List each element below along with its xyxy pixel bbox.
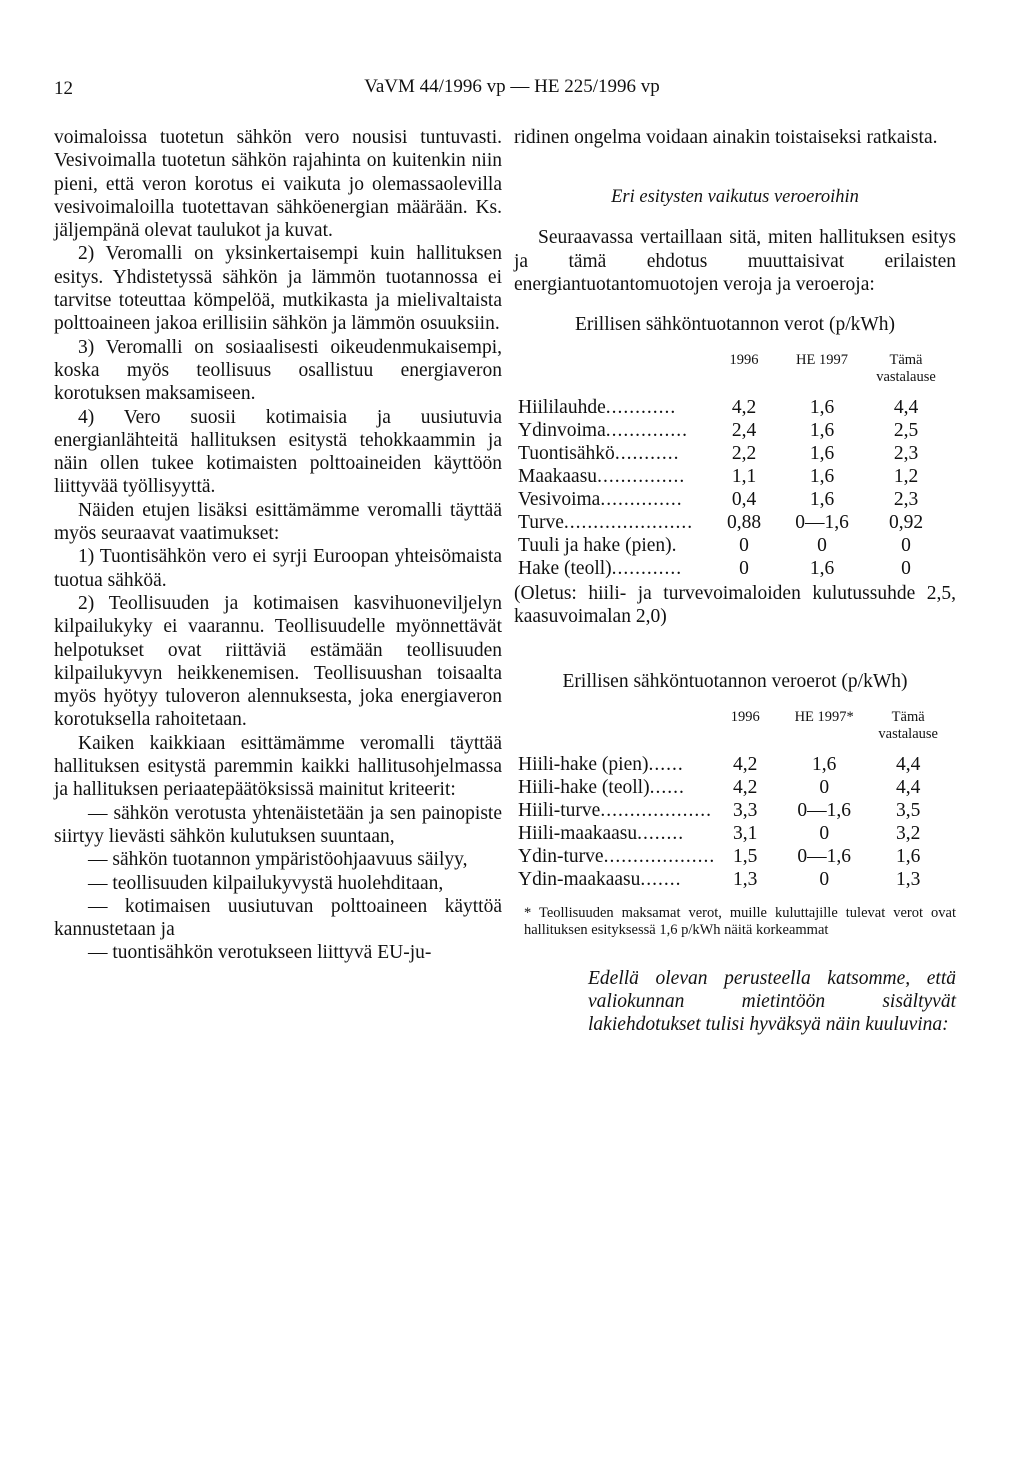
dot-leader: ...... [649, 776, 685, 798]
table-note: (Oletus: hiili- ja turvevoimaloiden kulutussuhde 2,5, kaasuvoimalan 2,0) [514, 583, 956, 628]
dot-leader: ...... [648, 753, 684, 775]
table-cell: 2,3 [893, 443, 919, 465]
row-label-text: Ydin-turve [518, 845, 604, 867]
table-title: Erillisen sähköntuotannon verot (p/kWh) [574, 314, 896, 336]
table-cell: 2,5 [893, 420, 919, 442]
table-row [518, 511, 942, 534]
table-row [518, 488, 942, 511]
table-row [518, 868, 943, 891]
table-cell: 3,3 [733, 799, 758, 821]
paragraph: 4) Vero suosii kotimaisia ja uusiutuvia energianlähteitä hallituksen esitystä tehokkaammin ja näin ollen tukee kotimaisten polttoaineiden käyttöön liittyvää työllisyyttä. [54, 406, 502, 498]
running-head: VaVM 44/1996 vp — HE 225/1996 vp [364, 76, 660, 97]
table-cell: 0 [739, 535, 749, 557]
paragraph: Seuraavassa vertaillaan sitä, miten hallituksen esitys ja tämä ehdotus muuttaisivat erilaisten energiantuotantomuotojen veroja ja veroeroja: [514, 227, 956, 295]
table-cell: 3,5 [896, 799, 921, 821]
page-number: 12 [54, 78, 73, 99]
table-cell: 1,3 [733, 868, 758, 890]
paragraph: Kaiken kaikkiaan esittämämme veromalli täyttää hallituksen esitystä paremmin kaikki hallitusohjelmassa ja hallituksen periaatepäätöksissä mainitut kriteerit: [54, 732, 502, 801]
table-cell: 1,6 [809, 489, 835, 511]
table-cell: 1,6 [809, 558, 835, 580]
dot-leader: ........... [614, 443, 680, 465]
dot-leader: .............. [600, 489, 683, 511]
right-column [514, 126, 956, 1037]
table-cell: 3,1 [733, 822, 758, 844]
left-column [54, 126, 502, 965]
table-cell: 0 [901, 535, 911, 557]
table-row [518, 753, 943, 776]
list-item: — sähkön tuotannon ympäristöohjaavuus säilyy, [88, 849, 468, 871]
table-row [518, 776, 943, 799]
table-header-row [518, 709, 943, 753]
row-label-text: Ydinvoima [518, 420, 606, 442]
table-row [518, 845, 943, 868]
row-label [518, 753, 715, 776]
dot-leader: ............ [605, 397, 677, 419]
table-cell: 2,2 [731, 443, 757, 465]
table-row [518, 419, 942, 442]
table-cell: 0—1,6 [795, 512, 849, 534]
list-item: — teollisuuden kilpailukyvystä huolehditaan, [88, 872, 444, 894]
table-cell: 0 [817, 535, 827, 557]
row-label-text: Tuuli ja hake (pien) [518, 535, 672, 557]
row-label [518, 442, 714, 465]
closing-statement: Edellä olevan perusteella katsomme, että valiokunnan mietintöön sisältyvät lakiehdotukset tulisi hyväksyä näin kuuluvina: [588, 967, 956, 1036]
dot-leader: ................... [603, 845, 716, 867]
tax-table [518, 352, 942, 580]
paragraph: voimaloissa tuotetun sähkön vero nousisi tuntuvasti. Vesivoimalla tuotetun sähkön rajahinta on kuitenkin niin pieni, että veron korotus ei vaikuta jo olemassaolevilla vesivoimaloilla tuotettavan sähköenergian määrään. Ks. jäljempänä olevat taulukot ja kuvat. [54, 127, 502, 242]
table-header-cell: HE 1997* [794, 708, 854, 725]
row-label-text: Ydin-maakaasu [518, 868, 641, 890]
table-cell: 4,4 [896, 776, 921, 798]
table-cell: 1,6 [809, 420, 835, 442]
paragraph: 2) Veromalli on yksinkertaisempi kuin hallituksen esitys. Yhdistetyssä sähkön ja lämmön tuotannossa ei tarvitse toteuttaa kömpelöä, mutkikasta ja mielivaltaista polttoaineen jakoa erillisiin sähkön ja lämmön osuuksiin. [54, 243, 502, 335]
table-row [518, 534, 942, 557]
table-cell: 1,5 [733, 845, 758, 867]
row-label-text: Hake (teoll) [518, 558, 612, 580]
table-row [518, 442, 942, 465]
row-label [518, 419, 714, 442]
table-header-cell: Tämä vastalause [878, 708, 938, 742]
row-label [518, 822, 715, 845]
table-cell: 0,92 [888, 512, 924, 534]
row-label-text: Hiili-hake (teoll) [518, 776, 650, 798]
table-cell: 1,6 [812, 753, 837, 775]
table-cell: 4,2 [731, 397, 757, 419]
dot-leader: ................... [600, 799, 712, 821]
table-cell: 1,6 [896, 845, 921, 867]
row-label [518, 868, 715, 891]
row-label-text: Maakaasu [518, 466, 598, 488]
dot-leader: . [671, 535, 678, 557]
table-row [518, 799, 943, 822]
table-header-cell: 1996 [730, 708, 760, 725]
row-label-text: Hiili-turve [518, 799, 601, 821]
table-cell: 0—1,6 [797, 845, 851, 867]
row-label [518, 511, 714, 534]
table-row [518, 557, 942, 580]
footnote: * Teollisuuden maksamat verot, muille kuluttajille tulevat verot ovat hallituksen esityksessä 1,6 p/kWh näitä korkeammat [524, 904, 956, 938]
row-label [518, 799, 715, 822]
table-cell: 0 [739, 558, 749, 580]
row-label-text: Hiili-maakaasu [518, 822, 638, 844]
table-cell: 4,4 [893, 397, 919, 419]
paragraph: 2) Teollisuuden ja kotimaisen kasvihuoneviljelyn kilpailukyky ei vaarannu. Teollisuudelle myönnettävät helpotukset ovat riittäviä estämään teollisuuden kilpailukyvyn heikkenemisen. Teollisuushan toisaalta myös hyötyy tuloveron alennuksesta, joka energiaveron korotuksella rahoitetaan. [54, 592, 502, 731]
table-cell: 0 [819, 822, 830, 844]
paragraph: 3) Veromalli on sosiaalisesti oikeudenmukaisempi, koska myös teollisuus osallistuu energiaveron korotuksen maksamiseen. [54, 336, 502, 405]
table-row [518, 465, 942, 488]
table-header-cell: HE 1997 [796, 352, 848, 369]
row-label [518, 396, 714, 419]
table-cell: 2,4 [731, 420, 757, 442]
dot-leader: ........ [637, 822, 685, 844]
paragraph: 1) Tuontisähkön vero ei syrji Euroopan yhteisömaista tuotua sähköä. [54, 546, 502, 591]
table-cell: 2,3 [893, 489, 919, 511]
table-cell: 0—1,6 [797, 799, 851, 821]
row-label-text: Hiili-hake (pien) [518, 753, 649, 775]
dot-leader: ...................... [563, 512, 694, 534]
table-cell: 0 [819, 776, 830, 798]
table-header-cell: Tämä vastalause [876, 352, 936, 386]
table-cell: 0,88 [726, 512, 762, 534]
dot-leader: ............ [611, 558, 683, 580]
paragraph: Näiden etujen lisäksi esittämämme veromalli täyttää myös seuraavat vaatimukset: [54, 499, 502, 545]
table-header-cell [518, 352, 714, 396]
table-cell: 3,2 [896, 822, 921, 844]
table-cell: 0 [901, 558, 911, 580]
row-label-text: Hiililauhde [518, 397, 606, 419]
dot-leader: ....... [640, 868, 682, 890]
table-title: Erillisen sähköntuotannon veroerot (p/kWh) [562, 670, 908, 692]
section-heading: Eri esitysten vaikutus veroeroihin [611, 187, 859, 208]
table-row [518, 396, 942, 419]
table-cell: 4,2 [733, 753, 758, 775]
dot-leader: .............. [605, 420, 688, 442]
table-cell: 1,2 [893, 466, 919, 488]
table-cell: 1,6 [809, 466, 835, 488]
paragraph: ridinen ongelma voidaan ainakin toistaiseksi ratkaista. [514, 127, 938, 148]
list-item: — tuontisähkön verotukseen liittyvä EU-ju- [88, 942, 432, 964]
table-cell: 1,6 [809, 397, 835, 419]
table-cell: 0,4 [731, 489, 757, 511]
table-header-row [518, 352, 942, 396]
row-label-text: Vesivoima [518, 489, 601, 511]
table-cell: 1,1 [731, 466, 757, 488]
row-label-text: Tuontisähkö [518, 443, 615, 465]
row-label-text: Turve [518, 512, 564, 534]
table-cell: 1,3 [896, 868, 921, 890]
row-label [518, 557, 714, 580]
row-label [518, 488, 714, 511]
list-item: — sähkön verotusta yhtenäistetään ja sen painopiste siirtyy lievästi sähkön kulutuksen suuntaan, [54, 802, 502, 847]
table-cell: 4,2 [733, 776, 758, 798]
dot-leader: ............... [597, 466, 686, 488]
row-label [518, 534, 714, 557]
list-item: — kotimaisen uusiutuvan polttoaineen käyttöä kannustetaan ja [54, 895, 502, 941]
table-cell: 4,4 [896, 753, 921, 775]
table-row [518, 822, 943, 845]
table-header-cell: 1996 [729, 352, 759, 369]
row-label [518, 845, 715, 868]
table-header-cell [518, 709, 715, 753]
table-cell: 1,6 [809, 443, 835, 465]
row-label [518, 776, 715, 799]
table-cell: 0 [819, 868, 830, 890]
tax-difference-table [518, 709, 943, 891]
row-label [518, 465, 714, 488]
